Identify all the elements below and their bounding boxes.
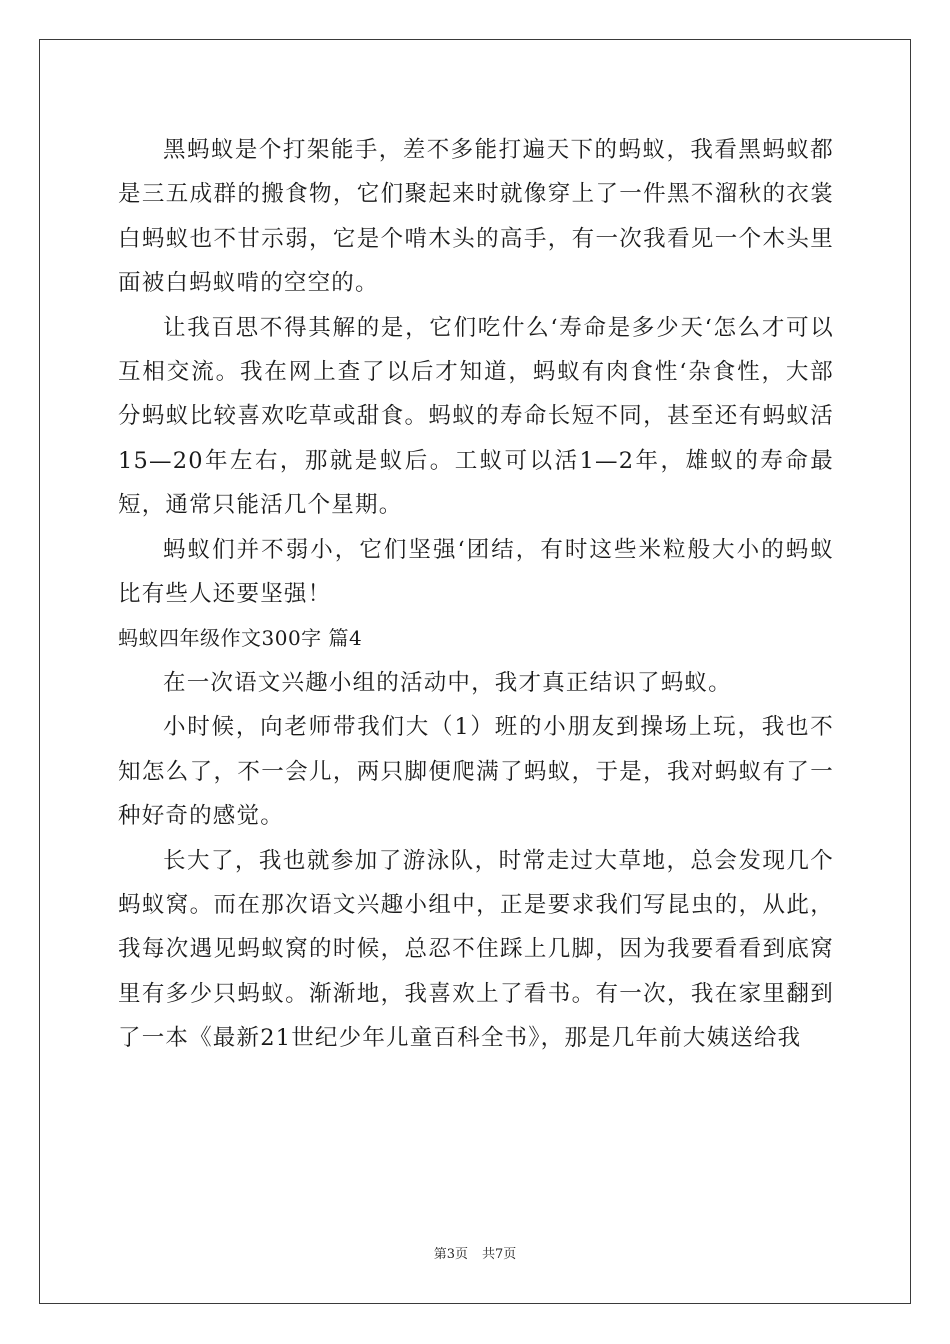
page-number-current: 第3页 [433, 1247, 468, 1262]
paragraph-childhood: 小时候，向老师带我们大（1）班的小朋友到操场上玩，我也不知怎么了，不一会儿，两只脚便爬满了蚂蚁，于是，我对蚂蚁有了一种好奇的感觉。 [118, 714, 834, 830]
paragraph-swim-team: 长大了，我也就参加了游泳队，时常走过大草地，总会发现几个蚂蚁窝。而在那次语文兴趣小组中，正是要求我们写昆虫的，从此，我每次遇见蚂蚁窝的时候，总忍不住踩上几脚，因为我要看看到底窝里有多少只蚂蚁。渐渐地，我喜欢上了看书。有一次，我在家里翻到了一本《最新21世纪少年儿童百科全书》，那是几年前大姨送给我 [118, 847, 834, 1052]
paragraph-ant-lifespan: 让我百思不得其解的是，它们吃什么‘寿命是多少天‘怎么才可以互相交流。我在网上查了以后才知道，蚂蚁有肉食性‘杂食性，大部分蚂蚁比较喜欢吃草或甜食。蚂蚁的寿命长短不同，甚至还有蚂蚁活15—20年左右，那就是蚁后。工蚁可以活1—2年，雄蚁的寿命最短，通常只能活几个星期。 [118, 314, 834, 519]
paragraph-interest-group: 在一次语文兴趣小组的活动中，我才真正结识了蚂蚁。 [163, 669, 732, 696]
page-number-total: 共7页 [482, 1247, 517, 1262]
section-heading: 蚂蚁四年级作文300字 篇4 [118, 626, 363, 651]
paragraph-black-white-ants: 黑蚂蚁是个打架能手，差不多能打遍天下的蚂蚁，我看黑蚂蚁都是三五成群的搬食物，它们聚起来时就像穿上了一件黑不溜秋的衣裳白蚂蚁也不甘示弱，它是个啃木头的高手，有一次我看见一个木头里面被白蚂蚁啃的空空的。 [118, 137, 834, 297]
document-body [118, 128, 834, 1061]
paragraph-ants-strong: 蚂蚁们并不弱小，它们坚强‘团结，有时这些米粒般大小的蚂蚁比有些人还要坚强！ [118, 536, 834, 608]
page-footer [0, 1246, 950, 1264]
